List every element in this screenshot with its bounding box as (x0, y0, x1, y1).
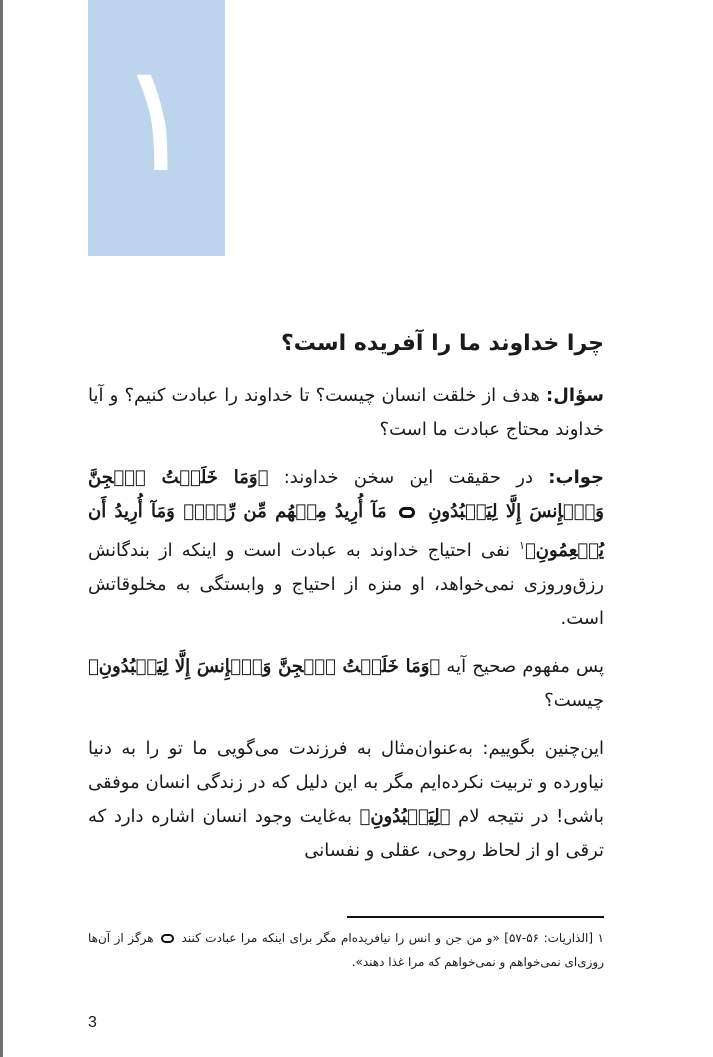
answer-intro: در حقیقت این سخن خداوند: (283, 467, 533, 488)
answer-label: جواب: (548, 467, 605, 488)
page-body (88, 326, 604, 882)
meaning-question: چیست؟ (544, 690, 604, 711)
question-label: سؤال: (546, 385, 604, 406)
example-paragraph (88, 732, 604, 868)
meaning-paragraph (88, 650, 604, 718)
footnote-reference[interactable]: ١ (519, 539, 525, 552)
meaning-text: پس مفهوم صحیح آیه (446, 656, 605, 677)
page-edge (0, 0, 3, 1057)
quran-ayah: ﴿وَمَا خَلَقۡتُ ٱلۡجِنَّ وَٱلۡإِنسَ إِلَّا لِيَعۡبُدُونِ (88, 467, 604, 522)
footnote (88, 926, 604, 974)
quran-ayah: مَآ أُرِيدُ مِنۡهُم مِّن رِّزۡقٖ وَمَآ أُرِيدُ أَن يُطۡعِمُونِ﴾ (88, 501, 604, 561)
page-number: 3 (88, 1014, 97, 1031)
example-text-end: به‌غایت وجود انسان اشاره دارد که ترقی او از لحاظ روحی، عقلی و نفسانی (88, 806, 604, 861)
footnote-text: ١ [الذاریات: ۵۶-۵۷] «و من جن و انس را نیافریده‌ام مگر برای اینکه مرا عبادت کنند (181, 931, 604, 945)
ayah-separator-icon (399, 507, 415, 518)
question-text: هدف از خلقت انسان چیست؟ تا خداوند را عبادت کنیم؟ و آیا خداوند محتاج عبادت ما است؟ (88, 385, 604, 440)
example-text: این‌چنین بگوییم: به‌عنوان‌مثال به فرزندت می‌گویی ما تو را به دنیا نیاورده و تربیت نکرده‌ایم مگر به این دلیل که در زندگی انسان موفقی باشی! در نتیجه لام (88, 738, 604, 827)
quran-ayah: ﴿وَمَا خَلَقۡتُ ٱلۡجِنَّ وَٱلۡإِنسَ إِلَّا لِيَعۡبُدُونِ﴾ (88, 656, 441, 677)
footnote-text-end: هرگز از آن‌ها روزی‌ای نمی‌خواهم و نمی‌خواهم که مرا غذا دهند». (88, 931, 604, 969)
answer-paragraph (88, 461, 604, 636)
question-paragraph (88, 379, 604, 447)
ayah-separator-icon (161, 934, 174, 943)
section-title: چرا خداوند ما را آفریده است؟ (280, 331, 604, 356)
quran-word: ﴿لِيَعۡبُدُونِ﴾ (359, 806, 451, 827)
chapter-banner (88, 0, 225, 256)
answer-text: نفی احتیاج خداوند به عبادت است و اینکه از بندگانش رزق‌وروزی نمی‌خواهد، او منزه از احتیاج و وابستگی به مخلوقاتش است. (88, 540, 604, 629)
chapter-number: ١ (116, 32, 197, 206)
footnote-divider (347, 916, 604, 918)
